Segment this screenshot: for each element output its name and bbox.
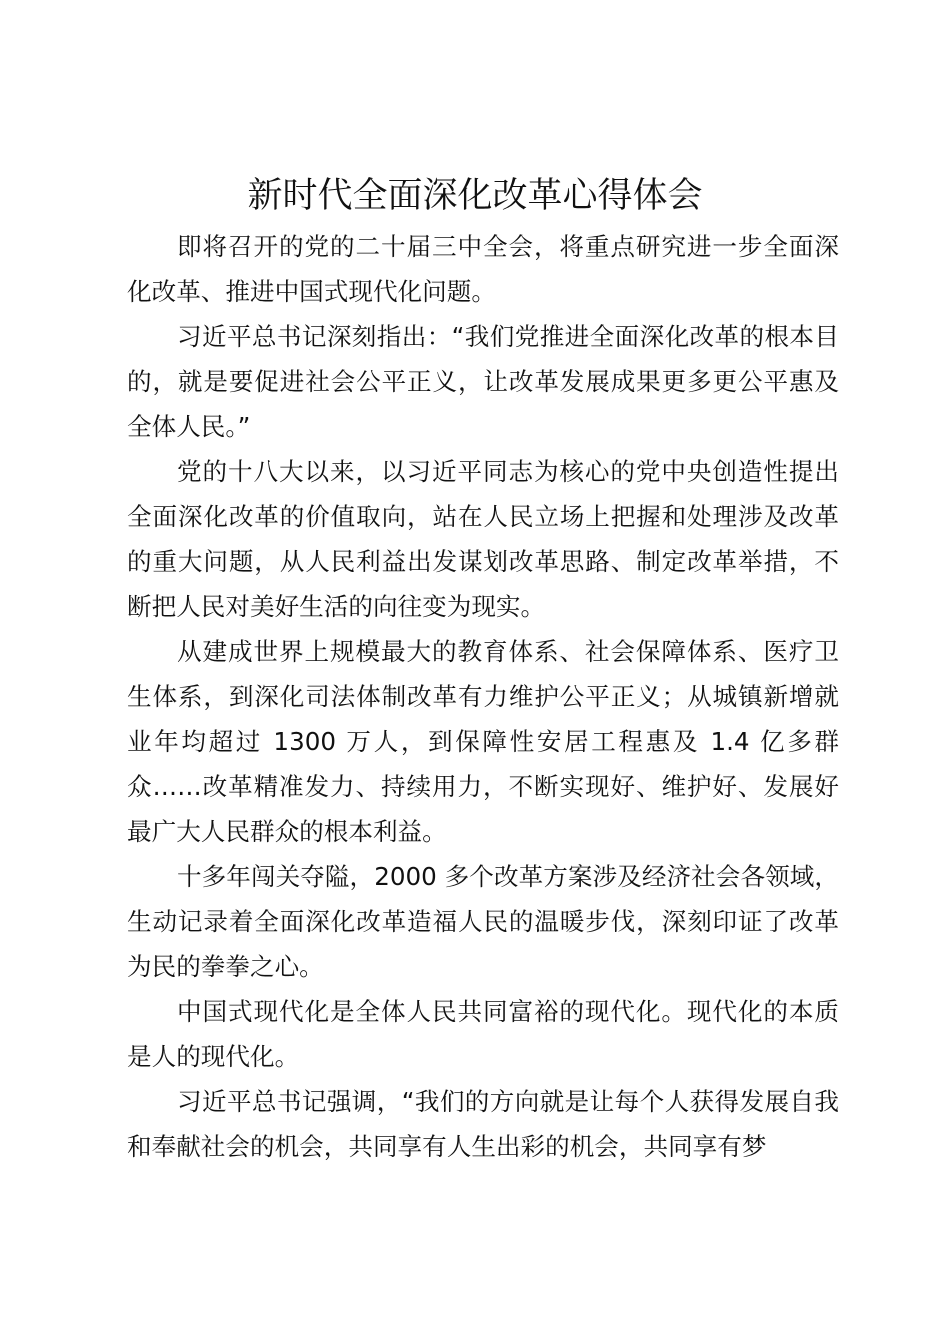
paragraph-5: 十多年闯关夺隘，2000 多个改革方案涉及经济社会各领域，生动记录着全面深化改革造福人民的温暖步伐，深刻印证了改革为民的拳拳之心。 (127, 862, 839, 981)
document-body (127, 224, 839, 1169)
paragraph-7: 习近平总书记强调，“我们的方向就是让每个人获得发展自我和奉献社会的机会，共同享有人生出彩的机会，共同享有梦 (127, 1087, 839, 1161)
paragraph-6: 中国式现代化是全体人民共同富裕的现代化。现代化的本质是人的现代化。 (127, 997, 839, 1071)
document-title: 新时代全面深化改革心得体会 (247, 176, 703, 216)
paragraph-2: 习近平总书记深刻指出：“我们党推进全面深化改革的根本目的，就是要促进社会公平正义，让改革发展成果更多更公平惠及全体人民。” (127, 322, 839, 441)
paragraph-1: 即将召开的党的二十届三中全会，将重点研究进一步全面深化改革、推进中国式现代化问题。 (127, 232, 839, 306)
paragraph-4: 从建成世界上规模最大的教育体系、社会保障体系、医疗卫生体系，到深化司法体制改革有力维护公平正义；从城镇新增就业年均超过 1300 万人，到保障性安居工程惠及 1.4 亿多群众……改革精准发力、持续用力，不断实现好、维护好、发展好最广大人民群众的根本利益。 (127, 637, 839, 846)
paragraph-3: 党的十八大以来，以习近平同志为核心的党中央创造性提出全面深化改革的价值取向，站在人民立场上把握和处理涉及改革的重大问题，从人民利益出发谋划改革思路、制定改革举措，不断把人民对美好生活的向往变为现实。 (127, 457, 839, 621)
